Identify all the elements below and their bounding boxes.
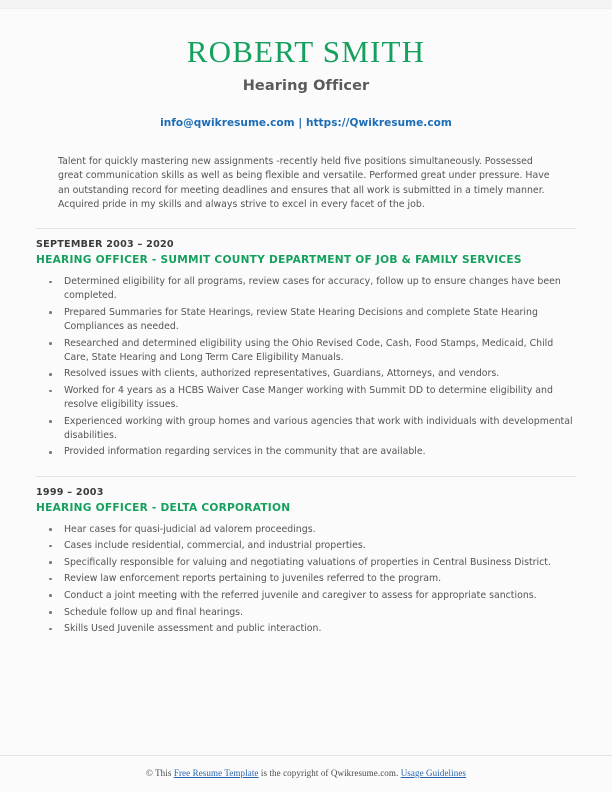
experience-heading: HEARING OFFICER - DELTA CORPORATION xyxy=(36,501,291,514)
list-item: Determined eligibility for all programs, review cases for accuracy, follow up to ensure changes have been completed. xyxy=(36,275,576,303)
list-item: Review law enforcement reports pertaining to juveniles referred to the program. xyxy=(36,572,576,586)
list-item: Experienced working with group homes and various agencies that work with individuals with developmental disabilities. xyxy=(36,415,576,443)
list-item: Worked for 4 years as a HCBS Waiver Case Manger working with Summit DD to determine eligibility and resolve eligibility issues. xyxy=(36,384,576,412)
usage-guidelines-link[interactable]: Usage Guidelines xyxy=(400,768,467,778)
footer-prefix-text: © This xyxy=(145,768,174,778)
list-item: Skills Used Juvenile assessment and public interaction. xyxy=(36,622,576,636)
page-title: ROBERT SMITH xyxy=(186,34,426,69)
resume-content xyxy=(0,8,612,639)
experience-bullet-list xyxy=(36,523,576,637)
section-divider-1 xyxy=(36,228,576,229)
list-item: Cases include residential, commercial, and industrial properties. xyxy=(36,539,576,553)
experience-dates: SEPTEMBER 2003 – 2020 xyxy=(36,239,174,251)
list-item: Resolved issues with clients, authorized representatives, Guardians, Attorneys, and vendors. xyxy=(36,367,576,381)
free-resume-template-link[interactable]: Free Resume Template xyxy=(173,768,259,778)
list-item: Researched and determined eligibility using the Ohio Revised Code, Cash, Food Stamps, Medicaid, Child Care, State Hearing and Long Term Care Eligibility Manuals. xyxy=(36,337,576,365)
list-item: Prepared Summaries for State Hearings, review State Hearing Decisions and complete State Hearing Compliances as needed. xyxy=(36,306,576,334)
candidate-job-title: Hearing Officer xyxy=(242,78,370,95)
experience-entry-2 xyxy=(36,487,576,637)
list-item: Provided information regarding services in the community that are available. xyxy=(36,445,576,459)
summary-paragraph: Talent for quickly mastering new assignments -recently held five positions simultaneously. Possessed great communication skills as well as being flexible and versatile. Performed great under pressure. Have an outstanding record for meeting deadlines and ensures that all work is submitted in a timely manner. Acquired pride in my skills and always strive to excel in every facet of the job. xyxy=(58,156,550,210)
experience-dates: 1999 – 2003 xyxy=(36,486,104,498)
experience-bullet-list xyxy=(36,275,576,459)
experience-entry-1 xyxy=(36,239,576,459)
list-item: Hear cases for quasi-judicial ad valorem proceedings. xyxy=(36,523,576,537)
list-item: Specifically responsible for valuing and negotiating valuations of properties in Central Business District. xyxy=(36,556,576,570)
footer-copyright xyxy=(0,768,612,778)
section-divider-2 xyxy=(36,476,576,477)
footer-divider xyxy=(0,755,612,756)
contact-line[interactable]: info@qwikresume.com | https://Qwikresume.com xyxy=(160,117,452,130)
experience-heading: HEARING OFFICER - SUMMIT COUNTY DEPARTMENT OF JOB & FAMILY SERVICES xyxy=(36,254,522,267)
list-item: Schedule follow up and final hearings. xyxy=(36,606,576,620)
list-item: Conduct a joint meeting with the referred juvenile and caregiver to assess for appropriate sanctions. xyxy=(36,589,576,603)
footer-middle-text: is the copyright of Qwikresume.com. xyxy=(258,768,401,778)
